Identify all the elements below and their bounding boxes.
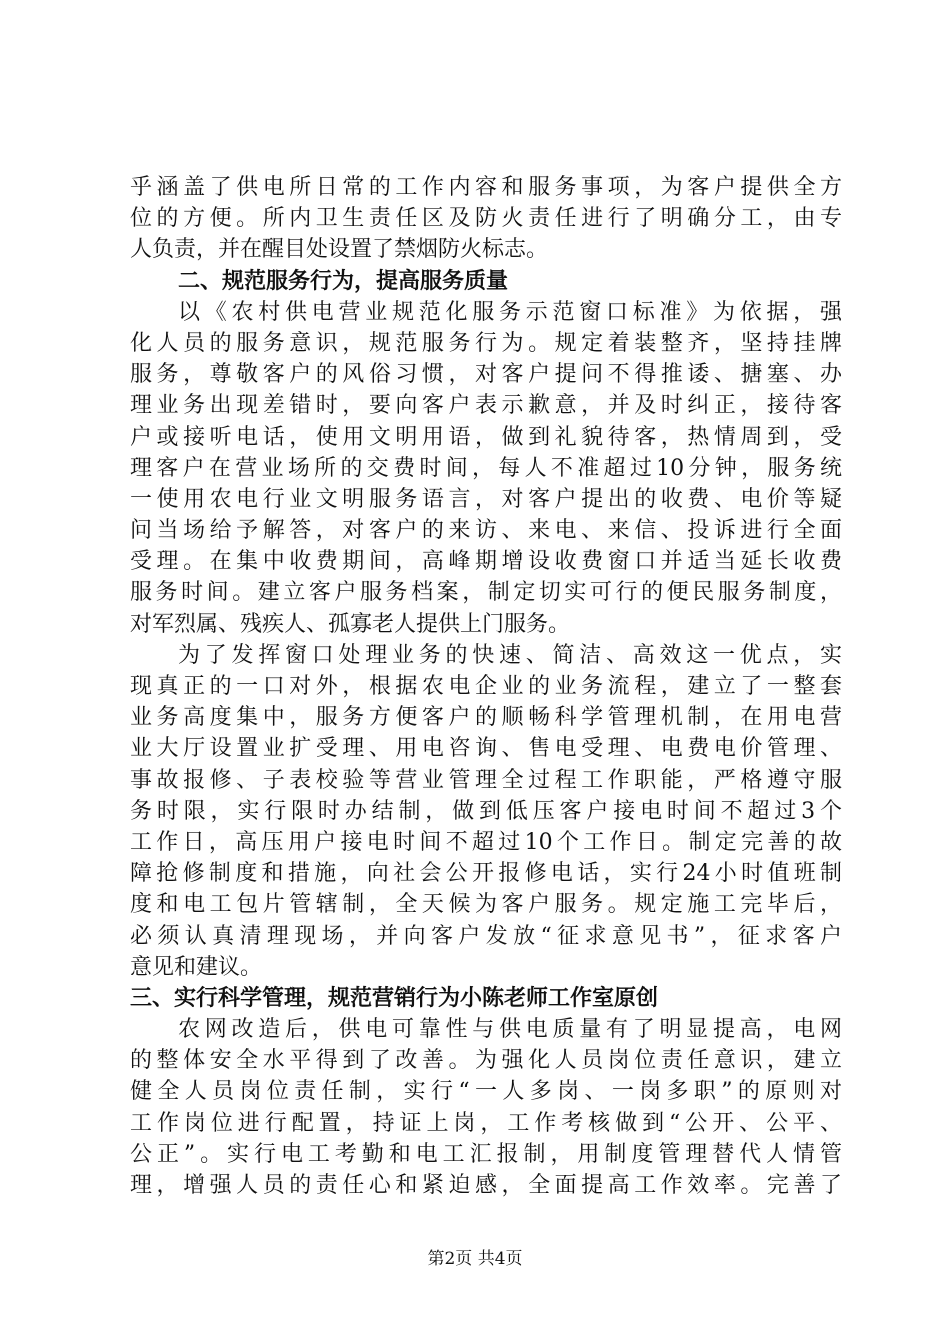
text-line: 业大厅设置业扩受理、用电咨询、售电受理、电费电价管理、 [130, 736, 842, 762]
text-line: 化人员的服务意识，规范服务行为。规定着装整齐，坚持挂牌 [130, 330, 842, 356]
text-line: 理，增强人员的责任心和紧迫感，全面提高工作效率。完善了 [130, 1173, 842, 1198]
text-line: 服务时间。建立客户服务档案，制定切实可行的便民服务制度， [130, 580, 842, 606]
text-line: 为了发挥窗口处理业务的快速、简洁、高效这一优点，实 [178, 642, 842, 668]
text-line: 一使用农电行业文明服务语言，对客户提出的收费、电价等疑 [130, 486, 842, 512]
text-line: 对军烈属、残疾人、孤寡老人提供上门服务。 [130, 611, 571, 637]
text-line: 健全人员岗位责任制，实行“一人多岗、一岗多职”的原则对 [130, 1079, 842, 1105]
text-line: 理客户在营业场所的交费时间，每人不准超过10分钟，服务统 [130, 455, 842, 481]
text-line: 户或接听电话，使用文明用语，做到礼貌待客，热情周到，受 [130, 424, 842, 450]
text-line: 的整体安全水平得到了改善。为强化人员岗位责任意识，建立 [130, 1048, 842, 1074]
text-line: 理业务出现差错时，要向客户表示歉意，并及时纠正，接待客 [130, 393, 842, 419]
text-line: 服务，尊敬客户的风俗习惯，对客户提问不得推诿、搪塞、办 [130, 362, 842, 388]
text-line: 位的方便。所内卫生责任区及防火责任进行了明确分工，由专 [130, 206, 842, 232]
text-line: 障抢修制度和措施，向社会公开报修电话，实行24小时值班制 [130, 861, 842, 887]
text-line: 工作日，高压用户接电时间不超过10个工作日。制定完善的故 [130, 829, 842, 855]
document-body [130, 172, 842, 1201]
text-line: 现真正的一口对外，根据农电企业的业务流程，建立了一整套 [130, 674, 842, 699]
text-line: 农网改造后，供电可靠性与供电质量有了明显提高，电网 [178, 1017, 842, 1043]
text-line: 事故报修、子表校验等营业管理全过程工作职能，严格遵守服 [130, 767, 842, 793]
text-line: 务时限，实行限时办结制，做到低压客户接电时间不超过3个 [130, 798, 842, 824]
text-line: 以《农村供电营业规范化服务示范窗口标准》为依据，强 [178, 299, 842, 325]
section-heading: 三、实行科学管理，规范营销行为小陈老师工作室原创 [130, 984, 659, 1011]
text-line: 人负责，并在醒目处设置了禁烟防火标志。 [130, 237, 549, 263]
section-heading: 二、规范服务行为，提高服务质量 [178, 267, 509, 294]
text-line: 公正”。实行电工考勤和电工汇报制，用制度管理替代人情管 [130, 1141, 842, 1167]
text-line: 乎涵盖了供电所日常的工作内容和服务事项，为客户提供全方 [130, 175, 842, 200]
text-line: 问当场给予解答，对客户的来访、来电、来信、投诉进行全面 [130, 518, 842, 544]
text-line: 必须认真清理现场，并向客户发放“征求意见书”，征求客户 [130, 923, 842, 949]
text-line: 意见和建议。 [130, 954, 263, 980]
text-line: 工作岗位进行配置，持证上岗，工作考核做到“公开、公平、 [130, 1110, 842, 1136]
text-line: 度和电工包片管辖制，全天候为客户服务。规定施工完毕后， [130, 892, 842, 918]
text-line: 受理。在集中收费期间，高峰期增设收费窗口并适当延长收费 [130, 549, 842, 575]
page-footer: 第2页 共4页 [427, 1249, 523, 1269]
text-line: 业务高度集中，服务方便客户的顺畅科学管理机制，在用电营 [130, 705, 842, 731]
